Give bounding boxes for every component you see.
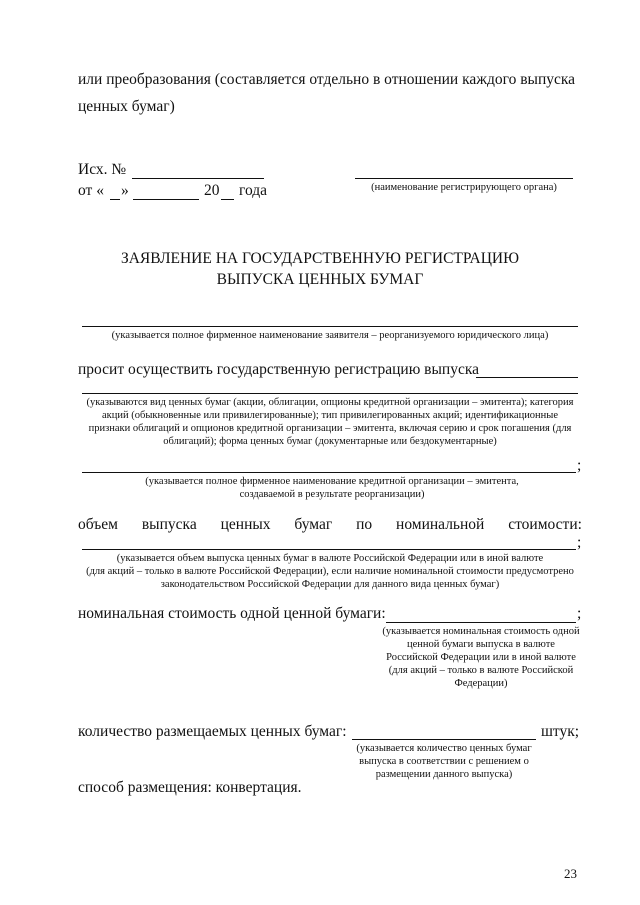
outgoing-number-label: Исх. № bbox=[78, 161, 127, 178]
issuer-field[interactable] bbox=[82, 472, 576, 473]
registrar-field[interactable] bbox=[355, 178, 573, 179]
request-text: просит осуществить государственную регистрацию выпуска bbox=[78, 361, 480, 378]
volume-word-5: по bbox=[356, 516, 373, 533]
volume-caption-3: законодательством Российской Федерации для данного вида ценных бумаг) bbox=[160, 579, 500, 590]
volume-caption-1: (указывается объем выпуска ценных бумаг в валюте Российской Федерации или в иной валюте bbox=[116, 553, 544, 564]
issuer-caption-1: (указывается полное фирменное наименование кредитной организации – эмитента, bbox=[145, 476, 519, 487]
quantity-caption-1: (указывается количество ценных бумаг bbox=[356, 743, 532, 754]
year-suffix: года bbox=[239, 182, 268, 199]
volume-word-1: объем bbox=[78, 516, 118, 533]
nominal-caption-1: (указывается номинальная стоимость одной bbox=[382, 626, 580, 637]
quantity-label: количество размещаемых ценных бумаг: bbox=[78, 723, 347, 740]
volume-caption bbox=[70, 552, 590, 591]
nominal-caption-2: ценной бумаги выпуска в валюте bbox=[407, 639, 555, 650]
nominal-end: ; bbox=[577, 605, 582, 622]
intro-line-2: ценных бумаг) bbox=[78, 98, 175, 115]
volume-end: ; bbox=[577, 534, 582, 551]
quantity-field[interactable] bbox=[352, 739, 536, 740]
placement-method: способ размещения: конвертация. bbox=[78, 779, 302, 796]
securities-type-caption-3: признаки облигаций и опционов кредитной организации – эмитента, включая серию и срок погашения (для bbox=[88, 423, 572, 434]
nominal-caption-4: (для акций – только в валюте Российской bbox=[388, 665, 574, 676]
title-line-1: ЗАЯВЛЕНИЕ НА ГОСУДАРСТВЕННУЮ РЕГИСТРАЦИЮ bbox=[120, 250, 520, 267]
volume-word-6: номинальной bbox=[396, 516, 485, 533]
page-number: 23 bbox=[564, 866, 577, 881]
nominal-caption-5: Федерации) bbox=[454, 678, 508, 689]
quantity-unit: штук; bbox=[541, 723, 580, 740]
securities-type-field-b[interactable] bbox=[82, 393, 578, 394]
issuer-caption bbox=[82, 475, 582, 501]
issuer-end: ; bbox=[577, 457, 582, 474]
volume-word-7: стоимости: bbox=[508, 516, 582, 533]
outgoing-number-field[interactable] bbox=[132, 178, 264, 179]
quantity-caption-3: размещении данного выпуска) bbox=[375, 769, 513, 780]
nominal-label: номинальная стоимость одной ценной бумаги: bbox=[78, 605, 386, 622]
registrar-caption: (наименование регистрирующего органа) bbox=[371, 182, 557, 193]
securities-type-caption-2: акций (обыкновенные или привилегированные); тип привилегированных акций; идентификационные bbox=[101, 410, 559, 421]
intro-line-1: или преобразования (составляется отдельно в отношении каждого выпуска bbox=[78, 71, 576, 88]
date-month-field[interactable] bbox=[133, 199, 199, 200]
year-prefix: 20 bbox=[204, 182, 220, 199]
nominal-caption-3: Российской Федерации или в иной валюте bbox=[386, 652, 576, 663]
title-line-2: ВЫПУСКА ЦЕННЫХ БУМАГ bbox=[216, 271, 424, 288]
applicant-field[interactable] bbox=[82, 326, 578, 327]
volume-label bbox=[78, 516, 582, 534]
nominal-field[interactable] bbox=[386, 622, 576, 623]
securities-type-field-a[interactable] bbox=[476, 377, 578, 378]
volume-caption-2: (для акций – только в валюте Российской Федерации), если наличие номинальной стоимости предусмотрено bbox=[86, 566, 574, 577]
volume-word-4: бумаг bbox=[294, 516, 333, 533]
date-year-field[interactable] bbox=[221, 199, 234, 200]
nominal-caption bbox=[376, 625, 586, 690]
volume-word-3: ценных bbox=[220, 516, 271, 533]
volume-word-2: выпуска bbox=[141, 516, 197, 533]
issuer-caption-2: создаваемой в результате реорганизации) bbox=[239, 489, 425, 500]
date-quote: » bbox=[121, 182, 129, 199]
date-day-field[interactable] bbox=[110, 199, 120, 200]
volume-field[interactable] bbox=[82, 549, 576, 550]
securities-type-caption-4: облигаций); форма ценных бумаг (документарные или бездокументарные) bbox=[163, 436, 497, 447]
date-prefix: от « bbox=[78, 182, 104, 199]
document-title bbox=[0, 248, 640, 290]
securities-type-caption-1: (указываются вид ценных бумаг (акции, облигации, опционы кредитной организации – эмитента); категория bbox=[86, 397, 574, 408]
quantity-caption bbox=[335, 742, 553, 781]
securities-type-caption bbox=[70, 396, 590, 448]
quantity-caption-2: выпуска в соответствии с решением о bbox=[359, 756, 529, 767]
applicant-caption: (указывается полное фирменное наименование заявителя – реорганизуемого юридического лица) bbox=[111, 330, 549, 341]
